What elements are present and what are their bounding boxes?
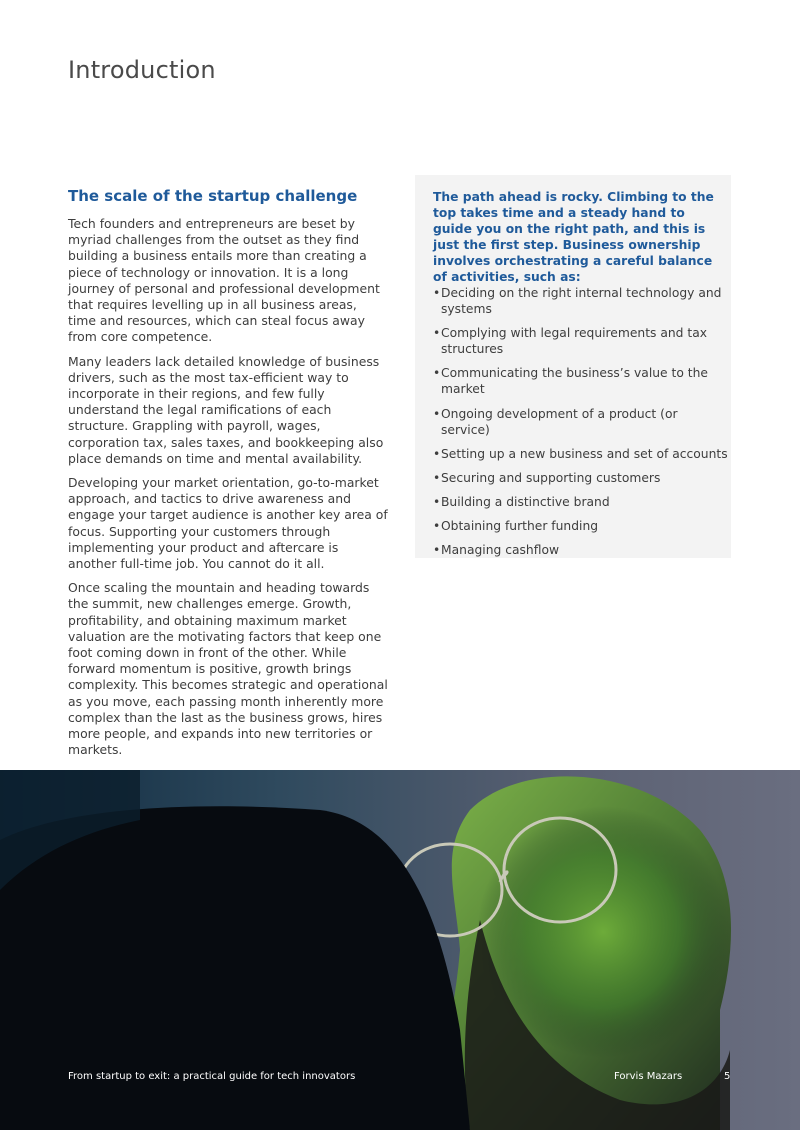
footer-brand: Forvis Mazars (614, 1071, 683, 1082)
list-item (433, 518, 728, 534)
bullet-icon: • (433, 494, 441, 509)
callout-panel (415, 175, 731, 558)
callout-intro: The path ahead is rocky. Climbing to the top takes time and a steady hand to guide you on the right path, and this is just the first step. Business ownership involves orchestrating a careful balance of activities, such as: (433, 190, 714, 285)
list-item-text: Setting up a new business and set of accounts (441, 446, 728, 461)
footer-document-title: From startup to exit: a practical guide for tech innovators (68, 1071, 356, 1082)
list-item (433, 285, 728, 317)
body-paragraph-2: Many leaders lack detailed knowledge of business drivers, such as the most tax-efficient way to incorporate in their regions, and few fully understand the legal ramifications of each structure. Grappling with payroll, wages, corporation tax, sales taxes, and bookkeeping also place demands on time and mental availability. (68, 353, 384, 466)
bullet-icon: • (433, 286, 441, 300)
list-item-text: Managing cashflow (441, 543, 560, 558)
body-paragraph-4: Once scaling the mountain and heading towards the summit, new challenges emerge. Growth, profitability, and obtaining maximum market valuation are the motivating factors that keep one foot coming down in front of the other. While forward momentum is positive, growth brings complexity. This becomes strategic and operational as you move, each passing month inherently more complex than the last as the business grows, hires more people, and expands into new territories or markets. (68, 580, 388, 758)
bullet-icon: • (433, 519, 441, 534)
list-item (433, 542, 728, 558)
bullet-icon: • (433, 326, 441, 341)
list-item (433, 446, 728, 462)
list-item-text: Deciding on the right internal technology and systems (441, 286, 722, 317)
list-item-text: Obtaining further funding (441, 519, 599, 534)
footer-page-number: 5 (724, 1071, 731, 1082)
body-paragraph-1: Tech founders and entrepreneurs are beset by myriad challenges from the outset as they find building a business entails more than creating a piece of technology or innovation. It is a long journey of personal and professional development that requires levelling up in all business areas, time and resources, which can steal focus away from core competence. (68, 216, 380, 345)
list-item-text: Securing and supporting customers (441, 470, 661, 485)
list-item (433, 325, 728, 357)
section-heading: The scale of the startup challenge (68, 187, 358, 205)
list-item-text: Complying with legal requirements and tax structures (441, 326, 708, 357)
list-item (433, 406, 728, 438)
bullet-icon: • (433, 470, 441, 485)
bullet-icon: • (433, 406, 441, 421)
list-item-text: Ongoing development of a product (or service) (441, 406, 678, 437)
left-column (68, 186, 388, 767)
list-item-text: Communicating the business’s value to the market (441, 366, 708, 397)
bullet-icon: • (433, 543, 441, 558)
list-item (433, 494, 728, 510)
list-item (433, 470, 728, 486)
bullet-icon: • (433, 366, 441, 381)
list-item (433, 365, 728, 397)
list-item-text: Building a distinctive brand (441, 494, 610, 509)
bullet-icon: • (433, 446, 441, 461)
page-title: Introduction (68, 56, 216, 84)
body-paragraph-3: Developing your market orientation, go-to-market approach, and tactics to drive awareness and engage your target audience is another key area of focus. Supporting your customers through implementing your product and aftercare is another full-time job. You cannot do it all. (68, 475, 388, 572)
activity-list (433, 285, 728, 566)
